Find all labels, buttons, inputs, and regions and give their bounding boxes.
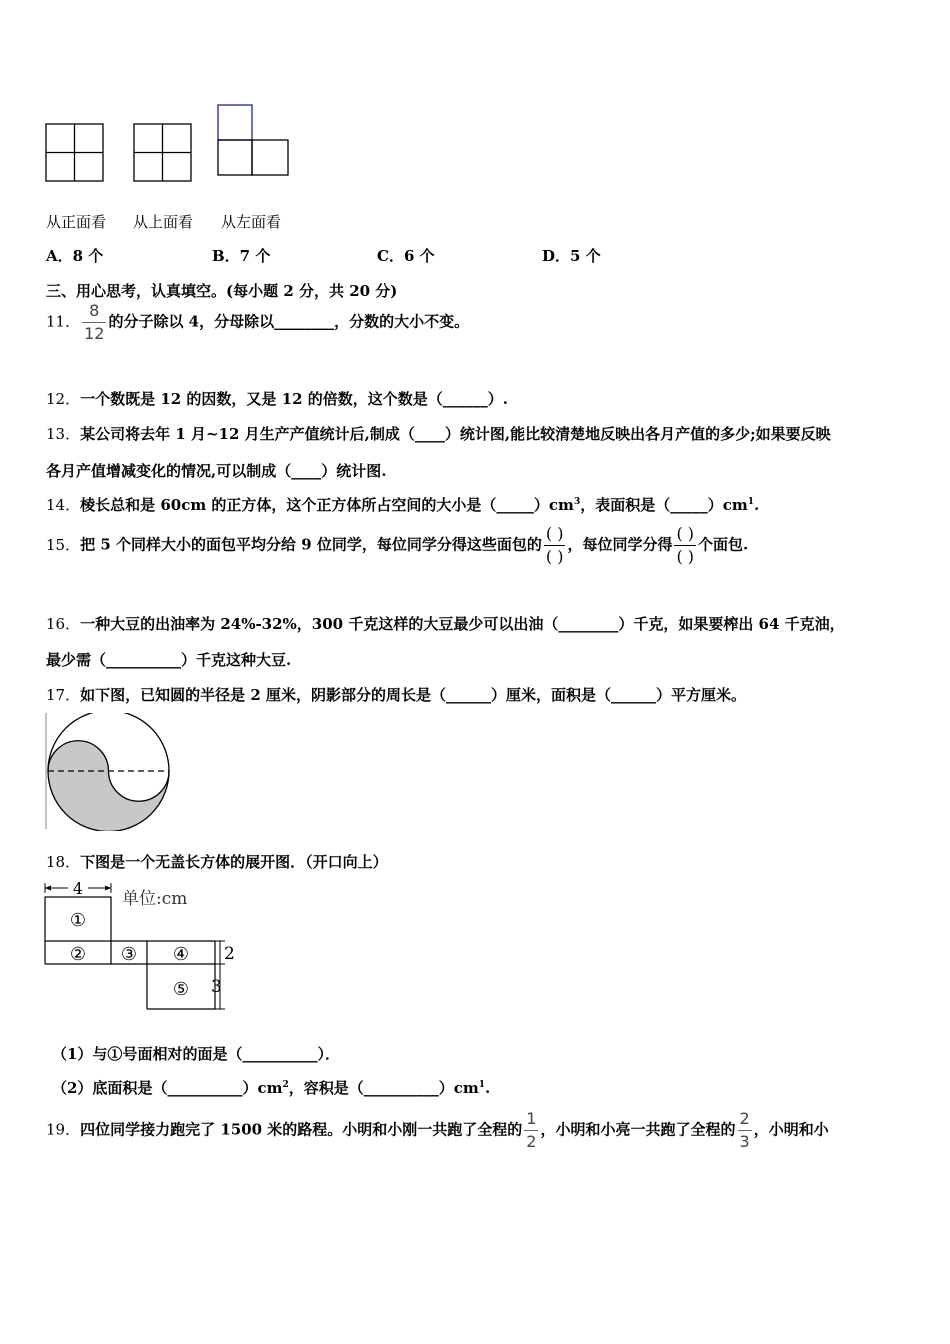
question-17 [46,684,746,705]
question-15: 15．把 5 个同样大小的面包平均分给 9 位同学，每位同学分得这些面包的 $\frac{( )}{( )}$ ，每位同学分得 $\frac{( )}{( )}$ 个面包. [46,524,749,566]
question-11 [46,303,469,342]
fraction-two-thirds: $\frac{2}{3}$ [739,1109,750,1151]
question-13 [46,423,831,444]
view-label-top: 从上面看 [133,213,194,231]
dim-top-label: 4 [72,879,84,898]
box-net-figure [40,879,240,1013]
fraction: $\frac{8}{12}$ [84,301,105,343]
dim-right-2: 2 [224,944,235,964]
three-view-figures [40,100,300,190]
taiji-circle-figure [44,713,174,831]
face-label-5: ⑤ [172,979,190,1000]
blank-fraction-2: $\frac{( )}{( )}$ [676,524,695,566]
question-number: 14． [46,496,81,514]
question-text: 如下图，已知圆的半径是 2 厘米，阴影部分的周长是（______）厘米，面积是（______）平方厘米。 [80,686,746,704]
question-13-line2: 各月产值增减变化的情况,可以制成（____）统计图. [46,462,387,480]
option-d: D．5 个 [542,247,601,265]
view-label-front: 从正面看 [46,213,107,231]
question-text: 一种大豆的出油率为 24%-32%，300 千克这样的大豆最少可以出油（________）千克，如果要榨出 64 千克油， [80,615,845,633]
left-view-figure [218,105,288,175]
face-label-4: ④ [172,944,190,965]
option-a: A．8 个 [46,247,104,265]
front-view-figure [46,124,103,181]
face-label-3: ③ [120,944,138,965]
question-text: 下图是一个无盖长方体的展开图．（开口向上） [80,853,388,871]
question-number: 12． [46,390,81,408]
top-view-figure [134,124,191,181]
question-18-sub1: （1）与①号面相对的面是（__________）． [52,1045,340,1063]
question-18 [46,851,388,872]
question-14: 14．棱长总和是 60cm 的正方体，这个正方体所占空间的大小是$(\_\_\_\_\_)cm^3$，表面积是$(\_\_\_\_\_)cm^1$. [46,496,760,514]
question-text: 一个数既是 12 的因数，又是 12 的倍数，这个数是（______）. [80,390,508,408]
section-heading: 三、用心思考，认真填空。(每小题 2 分，共 20 分) [46,282,398,300]
question-12 [46,388,508,409]
face-label-1: ① [69,910,87,931]
question-text: 的分子除以 4，分母除以________，分数的大小不变。 [108,312,470,331]
question-number: 16． [46,615,81,633]
dim-right-3: 3 [211,977,222,997]
option-b: B．7 个 [212,247,271,265]
question-number: 13． [46,425,81,443]
question-19: 19．四位同学接力跑完了 1500 米的路程。小明和小刚一共跑了全程的 $\frac{1}{2}$ ，小明和小亮一共跑了全程的 $\frac{2}{3}$ ，小明和小 [46,1109,829,1151]
question-number: 15． [46,535,81,554]
question-number: 19． [46,1120,81,1139]
option-c: C．6 个 [377,247,435,265]
face-label-2: ② [69,944,87,965]
question-number: 18． [46,853,81,871]
question-number: 11． [46,312,81,331]
blank-fraction-1: $\frac{( )}{( )}$ [545,524,564,566]
fraction-half: $\frac{1}{2}$ [526,1109,537,1151]
question-16 [46,613,845,634]
question-text: 某公司将去年 1 月~12 月生产产值统计后,制成（____）统计图,能比较清楚地反映出各月产值的多少;如果要反映 [80,425,831,443]
question-16-line2: 最少需（__________）千克这种大豆. [46,651,292,669]
unit-label: 单位:cm [122,889,188,909]
question-18-sub2: （2）底面积是$(\_\_\_\_\_\_\_\_\_\_)cm^2$，容积是$(\_\_\_\_\_\_\_\_\_\_)cm^1$. [52,1079,491,1097]
question-number: 17． [46,686,81,704]
view-label-left: 从左面看 [221,213,282,231]
